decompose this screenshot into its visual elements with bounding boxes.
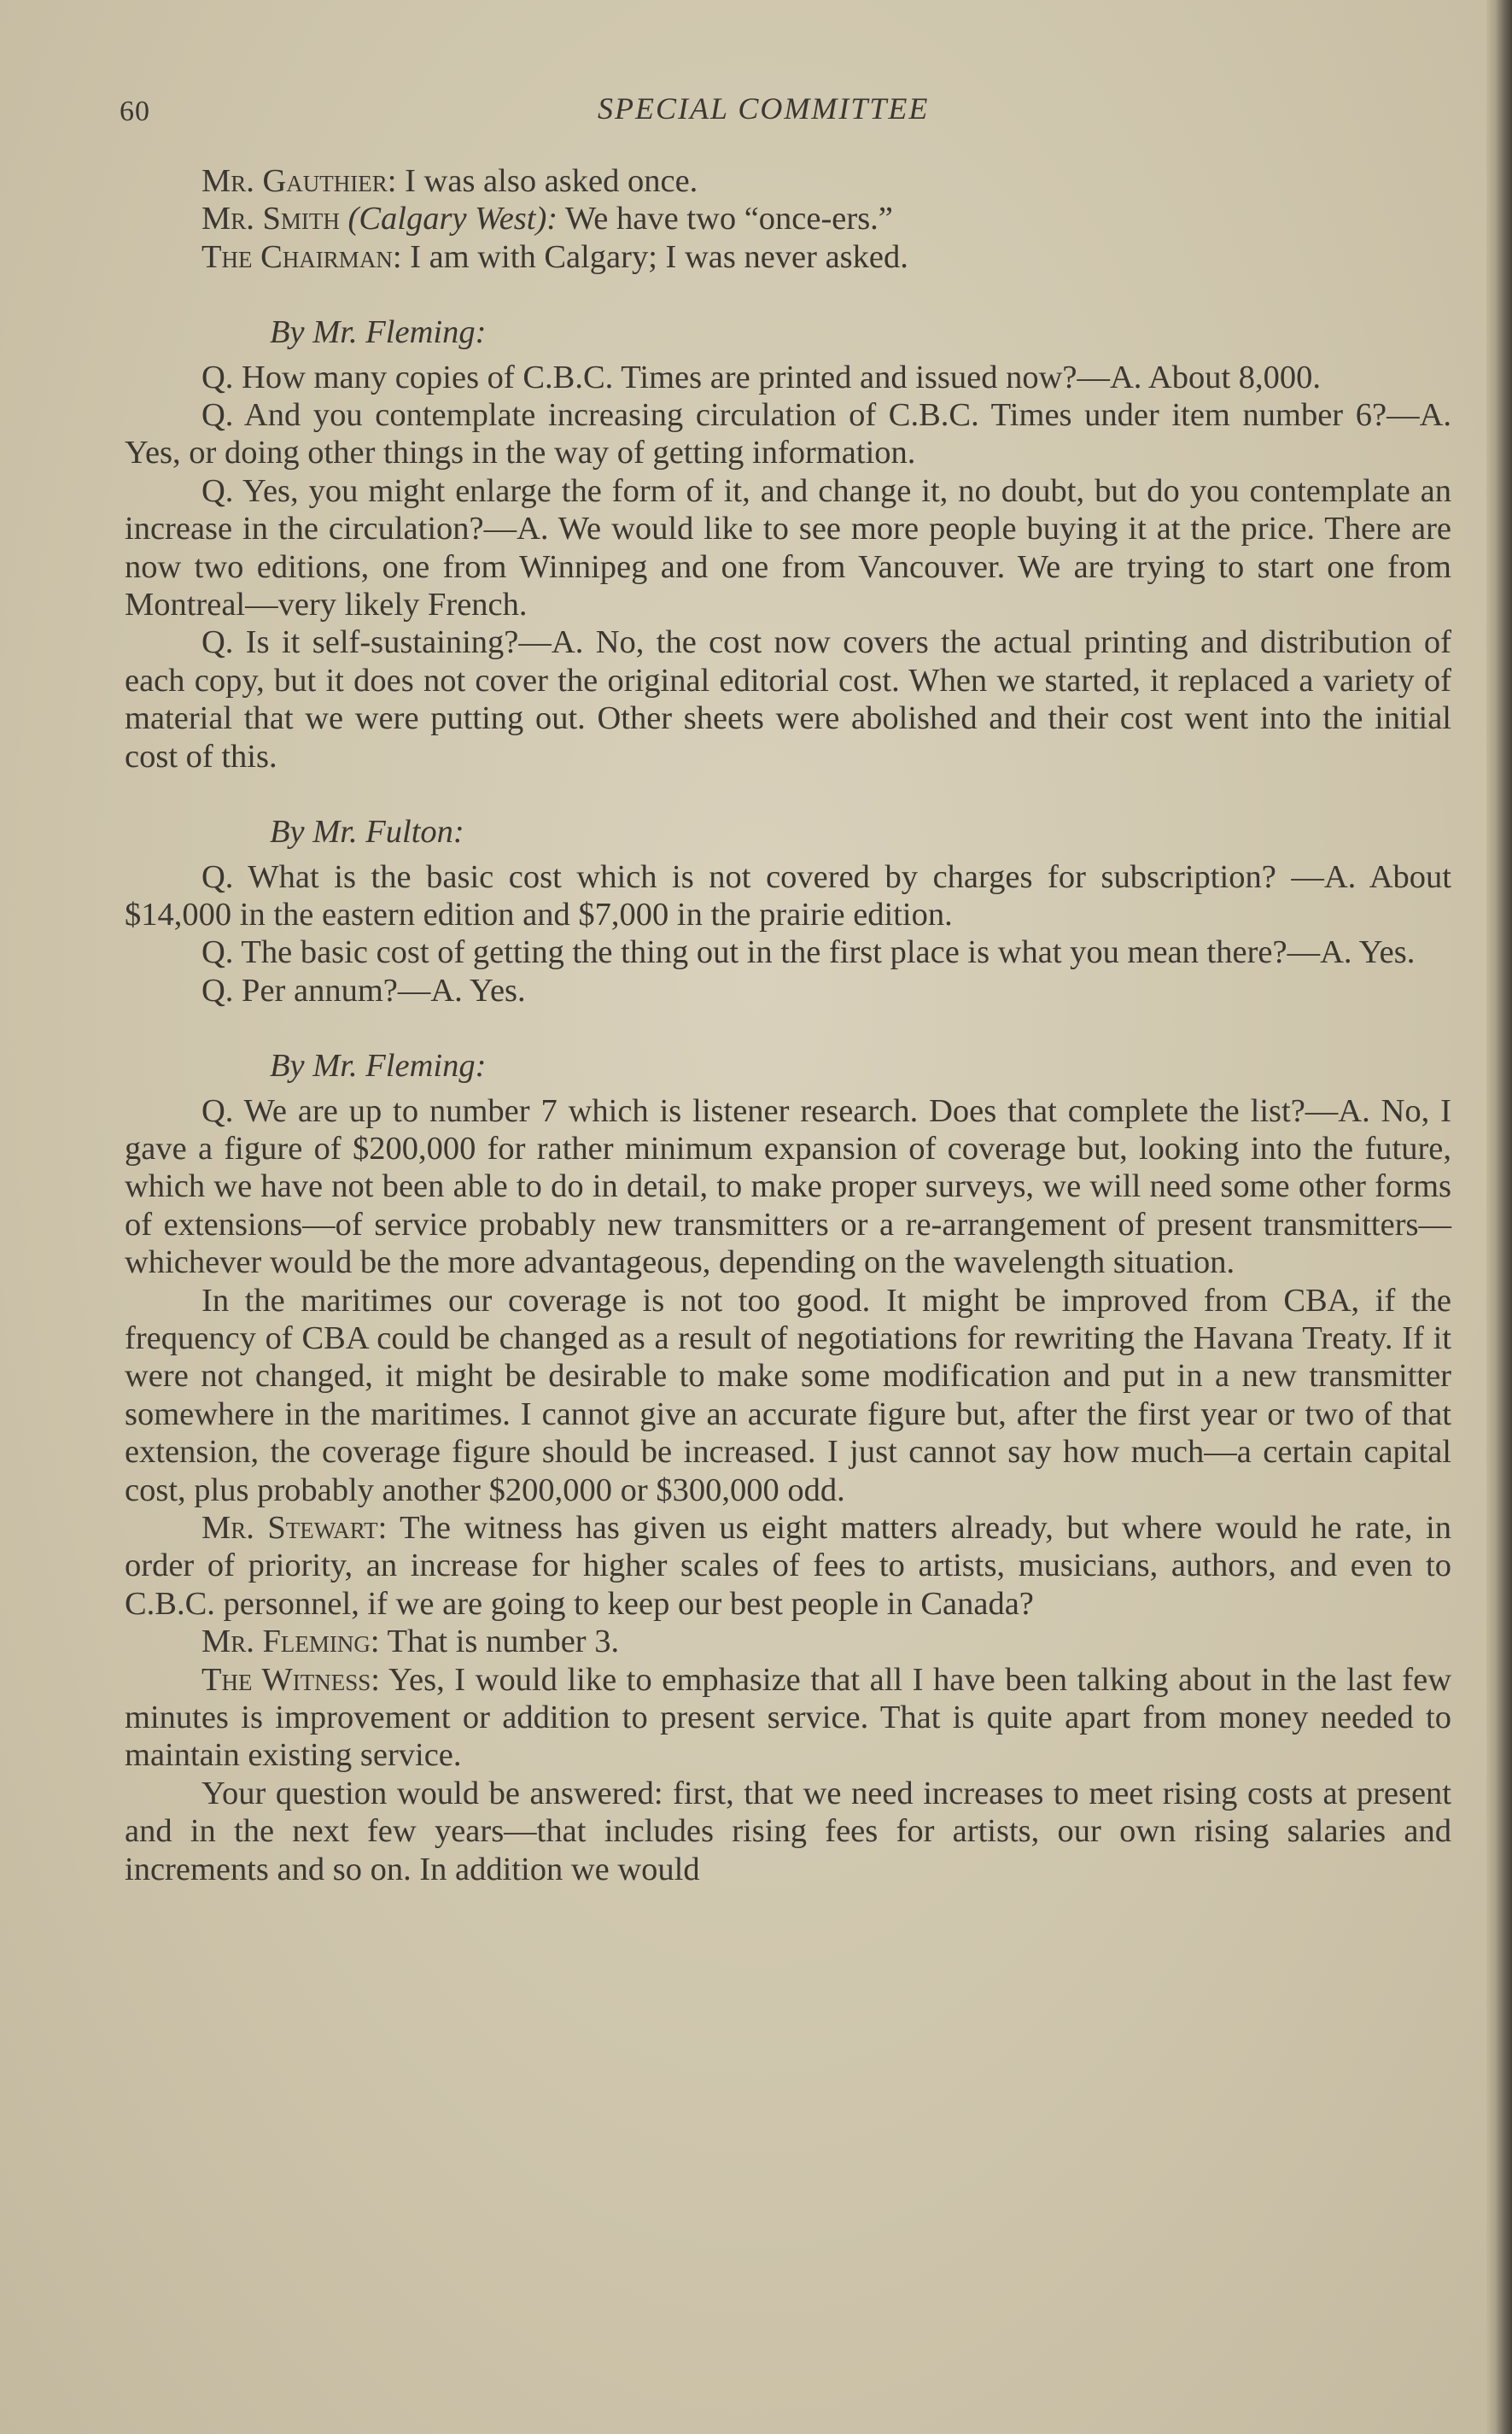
paragraph-gauthier [125, 162, 1451, 200]
speech-text: Yes, I would like to emphasize that all I have been talking about in the last few minutes is improvement or addition to present service. That is quite apart from money needed to maintain existing service. [125, 1661, 1451, 1774]
paragraph-fleming [125, 1623, 1451, 1660]
paragraph-witness [125, 1661, 1451, 1775]
speaker-name: The Witness: [201, 1661, 380, 1698]
section-heading: By Mr. Fleming: [270, 314, 487, 351]
speech-text: That is number 3. [379, 1624, 620, 1660]
question-answer: Q. Yes, you might enlarge the form of it, and change it, no doubt, but do you contemplate an increase in the circulation?—A. We would like to see more people buying it at the price. There are now two editions, one from Winnipeg and one from Vancouver. We are trying to start one from Montreal—very likely French. [125, 472, 1451, 623]
section-heading: By Mr. Fleming: [270, 1048, 487, 1085]
question-answer: Q. The basic cost of getting the thing out in the first place is what you mean there?—A. Yes. [201, 934, 1416, 971]
question-answer: Q. We are up to number 7 which is listener research. Does that complete the list?—A. No, I gave a figure of $200,000 for rather minimum expansion of coverage but, looking into the future, which we have not been able to do in detail, to make proper surveys, we will need some other forms of extensions—of service probably new transmitters or a re-arrangement of present transmitters—whichever would be the more advantageous, depending on the wavelength situation. [125, 1092, 1451, 1281]
page-edge-shadow [1486, 0, 1512, 2434]
page-number: 60 [120, 96, 150, 127]
speaker-name: Mr. Fleming: [201, 1624, 380, 1660]
question-answer: Q. What is the basic cost which is not covered by charges for subscription? —A. About $14,000 in the eastern edition and $7,000 in the prairie edition. [125, 858, 1451, 933]
speech-text: I am with Calgary; I was never asked. [401, 238, 908, 275]
section-heading: By Mr. Fulton: [270, 814, 464, 851]
speech-text: The witness has given us eight matters already, but where would he rate, in order of priority, an increase for higher scales of fees to artists, musicians, authors, and even to C.B.C. personnel, if we are going to keep our best people in Canada? [125, 1510, 1451, 1622]
answer-continuation: Your question would be answered: first, that we need increases to meet rising costs at present and in the next few years—that includes rising fees for artists, our own rising salaries and increments and so on. In addition we would [125, 1775, 1451, 1887]
question-answer: Q. How many copies of C.B.C. Times are printed and issued now?—A. About 8,000. [201, 359, 1322, 395]
page-header [120, 91, 1451, 142]
answer-continuation: In the maritimes our coverage is not too good. It might be improved from CBA, if the frequency of CBA could be changed as a result of negotiations for rewriting the Havana Treaty. If it were not changed, it might be desirable to make some modification and put in a new transmitter somewhere in the maritimes. I cannot give an accurate figure but, after the first year or two of that extension, the coverage figure should be increased. I just cannot say how much—a certain capital cost, plus probably another $200,000 or $300,000 odd. [125, 1282, 1451, 1508]
paragraph-smith [125, 200, 1451, 237]
speaker-name: The Chairman: [201, 238, 402, 275]
question-answer: Q. And you contemplate increasing circulation of C.B.C. Times under item number 6?—A. Yes, or doing other things in the way of getting information. [125, 397, 1451, 471]
page-body [125, 162, 1451, 1888]
speech-text: I was also asked once. [396, 163, 698, 199]
speaker-name: Mr. Stewart: [201, 1510, 388, 1546]
running-head: SPECIAL COMMITTEE [598, 91, 930, 126]
speech-text: We have two “once-ers.” [558, 201, 893, 237]
paragraph-chairman [125, 238, 1451, 276]
paragraph-stewart [125, 1509, 1451, 1623]
question-answer: Q. Is it self-sustaining?—A. No, the cost now covers the actual printing and distribution of each copy, but it does not cover the original editorial cost. When we started, it replaced a variety of material that we were putting out. Other sheets were abolished and their cost went into the initial cost of this. [125, 624, 1451, 775]
speaker-name: Mr. Smith [201, 201, 340, 237]
speaker-name: Mr. Gauthier: [201, 163, 397, 199]
question-answer: Q. Per annum?—A. Yes. [201, 972, 526, 1009]
speaker-riding: (Calgary West): [339, 201, 558, 237]
